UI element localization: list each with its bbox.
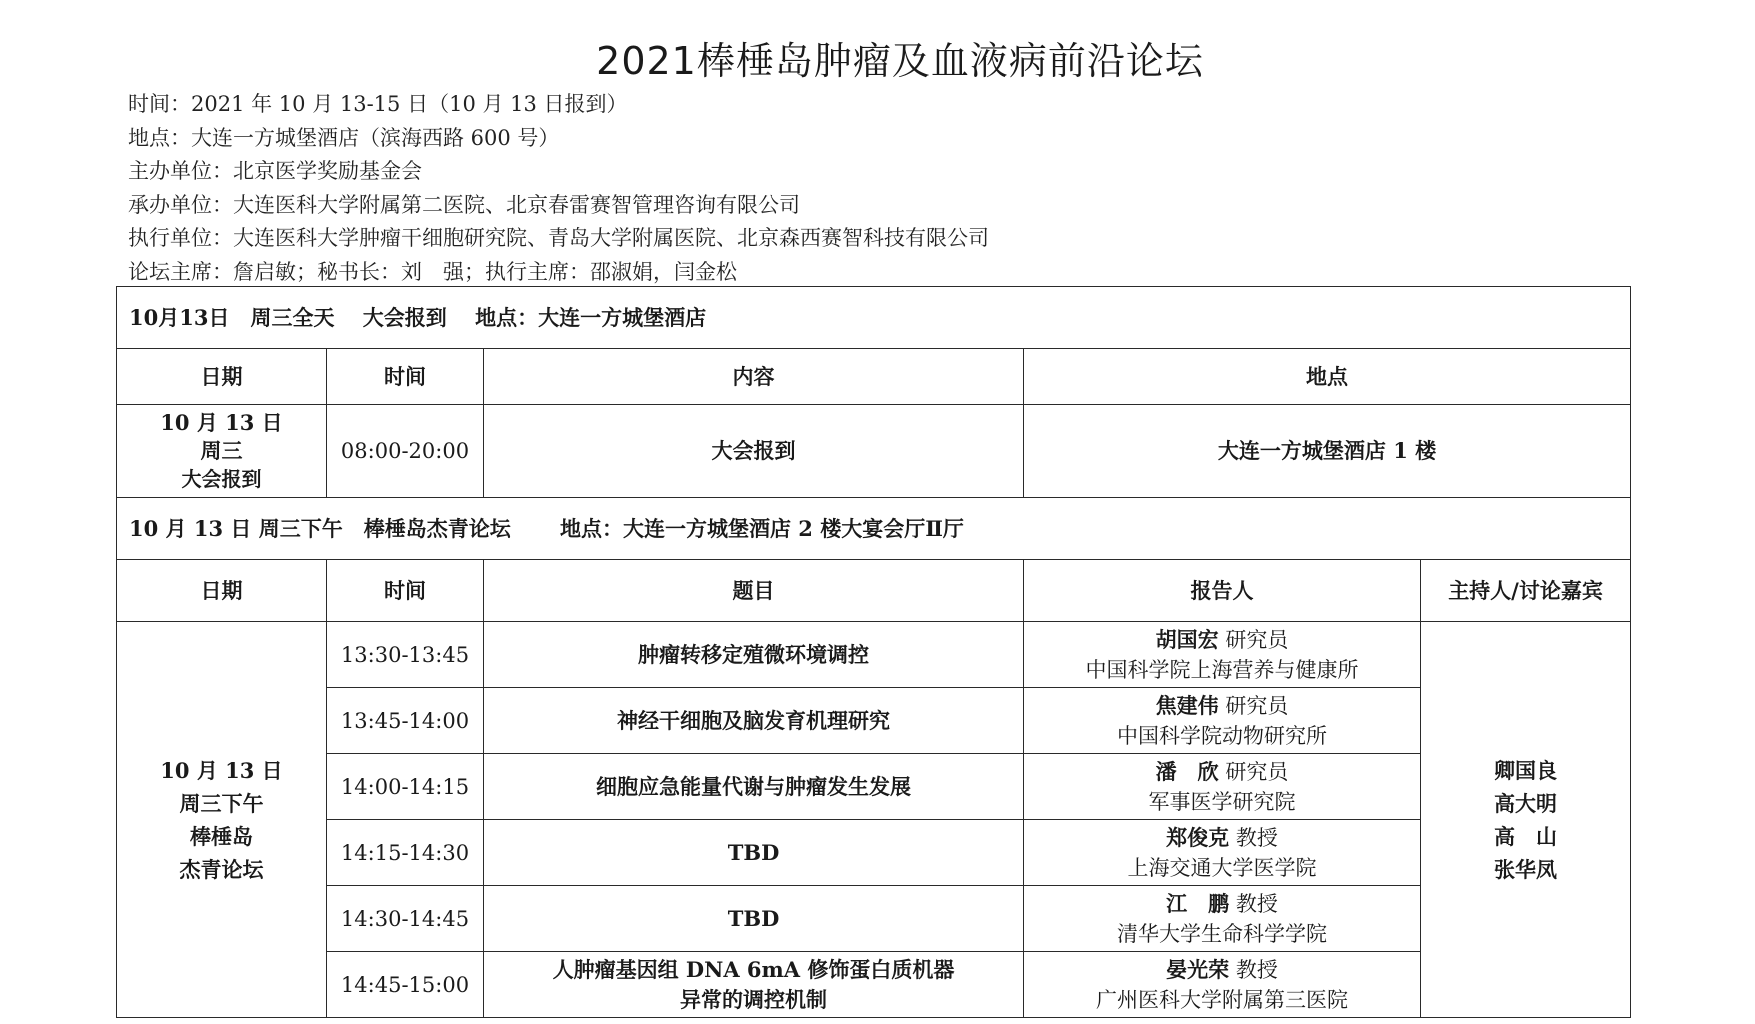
speaker-org: 中国科学院动物研究所 (1117, 723, 1327, 748)
time-cell: 14:15-14:30 (327, 820, 484, 886)
time-cell: 13:45-14:00 (327, 688, 484, 754)
speaker-cell (1024, 952, 1421, 1018)
topic-cell: TBD (484, 886, 1024, 952)
speaker-cell (1024, 754, 1421, 820)
time-cell: 08:00-20:00 (327, 405, 484, 498)
date-line: 周三 (200, 438, 243, 463)
table-row (117, 688, 1631, 754)
event-info (128, 88, 989, 289)
host-name: 高 山 (1494, 823, 1558, 849)
date-line: 杰青论坛 (179, 856, 264, 882)
topic-cell: TBD (484, 820, 1024, 886)
column-header: 日期 (117, 560, 327, 622)
section2-columns (117, 560, 1631, 622)
column-header: 报告人 (1024, 560, 1421, 622)
date-line: 10 月 13 日 (160, 757, 283, 783)
time-cell: 14:00-14:15 (327, 754, 484, 820)
speaker-name: 潘 欣 (1155, 758, 1219, 784)
speaker-org: 军事医学研究院 (1148, 789, 1296, 814)
column-header: 时间 (327, 349, 484, 405)
speaker-title: 研究员 (1225, 693, 1289, 718)
table-row (117, 622, 1631, 688)
section2-header-row (117, 498, 1631, 560)
date-line: 周三下午 (179, 790, 264, 816)
hosts-cell (1421, 622, 1631, 1018)
speaker-title: 研究员 (1225, 759, 1289, 784)
speaker-title: 教授 (1235, 891, 1278, 916)
table-row (117, 405, 1631, 498)
section1-header-row (117, 287, 1631, 349)
table-row (117, 820, 1631, 886)
info-organizer: 承办单位：大连医科大学附属第二医院、北京春雷赛智管理咨询有限公司 (128, 192, 800, 217)
speaker-cell (1024, 622, 1421, 688)
speaker-org: 上海交通大学医学院 (1127, 855, 1317, 880)
speaker-name: 郑俊克 (1166, 824, 1230, 850)
column-header: 内容 (484, 349, 1024, 405)
topic-line: 人肿瘤基因组 DNA 6mA 修饰蛋白质机器 (552, 956, 955, 982)
host-name: 高大明 (1494, 790, 1558, 816)
table-row (117, 952, 1631, 1018)
content-cell: 大会报到 (484, 405, 1024, 498)
topic-cell: 细胞应急能量代谢与肿瘤发生发展 (484, 754, 1024, 820)
section1-columns (117, 349, 1631, 405)
speaker-org: 中国科学院上海营养与健康所 (1085, 657, 1359, 682)
speaker-name: 江 鹏 (1166, 890, 1230, 916)
topic-cell: 神经干细胞及脑发育机理研究 (484, 688, 1024, 754)
topic-line: 异常的调控机制 (680, 986, 827, 1012)
page-title: 2021棒棰岛肿瘤及血液病前沿论坛 (596, 39, 1204, 83)
speaker-cell (1024, 688, 1421, 754)
date-line: 大会报到 (181, 467, 262, 491)
location-cell: 大连一方城堡酒店 1 楼 (1024, 405, 1631, 498)
info-host: 主办单位：北京医学奖励基金会 (128, 159, 422, 183)
speaker-cell (1024, 820, 1421, 886)
topic-cell (484, 952, 1024, 1018)
topic-cell: 肿瘤转移定殖微环境调控 (484, 622, 1024, 688)
section1-header: 10月13日 周三全天 大会报到 地点：大连一方城堡酒店 (117, 287, 1631, 349)
column-header: 地点 (1024, 349, 1631, 405)
host-name: 卿国良 (1494, 757, 1558, 783)
time-cell: 14:30-14:45 (327, 886, 484, 952)
column-header: 题目 (484, 560, 1024, 622)
info-chairs: 论坛主席：詹启敏；秘书长：刘 强；执行主席：邵淑娟，闫金松 (128, 259, 737, 284)
table-row (117, 754, 1631, 820)
table-row (117, 886, 1631, 952)
time-cell: 14:45-15:00 (327, 952, 484, 1018)
column-header: 时间 (327, 560, 484, 622)
schedule-table (116, 286, 1631, 1018)
host-name: 张华凤 (1494, 856, 1558, 882)
speaker-title: 教授 (1235, 825, 1278, 850)
column-header: 日期 (117, 349, 327, 405)
info-executor: 执行单位：大连医科大学肿瘤干细胞研究院、青岛大学附属医院、北京森西赛智科技有限公司 (128, 226, 989, 250)
speaker-name: 焦建伟 (1155, 692, 1219, 718)
speaker-cell (1024, 886, 1421, 952)
date-line: 棒棰岛 (190, 823, 253, 849)
info-time: 时间：2021 年 10 月 13-15 日（10 月 13 日报到） (128, 92, 628, 116)
speaker-title: 研究员 (1225, 627, 1289, 652)
date-line: 10 月 13 日 (160, 410, 283, 435)
section2-header: 10 月 13 日 周三下午 棒棰岛杰青论坛 地点：大连一方城堡酒店 2 楼大宴会厅Ⅱ厅 (117, 498, 1631, 560)
column-header: 主持人/讨论嘉宾 (1421, 560, 1631, 622)
time-cell: 13:30-13:45 (327, 622, 484, 688)
speaker-title: 教授 (1235, 957, 1278, 982)
info-location: 地点：大连一方城堡酒店（滨海西路 600 号） (128, 125, 560, 150)
speaker-name: 晏光荣 (1166, 956, 1230, 982)
date-cell (117, 405, 327, 498)
speaker-org: 清华大学生命科学学院 (1117, 921, 1327, 946)
speaker-name: 胡国宏 (1155, 626, 1219, 652)
speaker-org: 广州医科大学附属第三医院 (1096, 987, 1348, 1012)
date-cell (117, 622, 327, 1018)
